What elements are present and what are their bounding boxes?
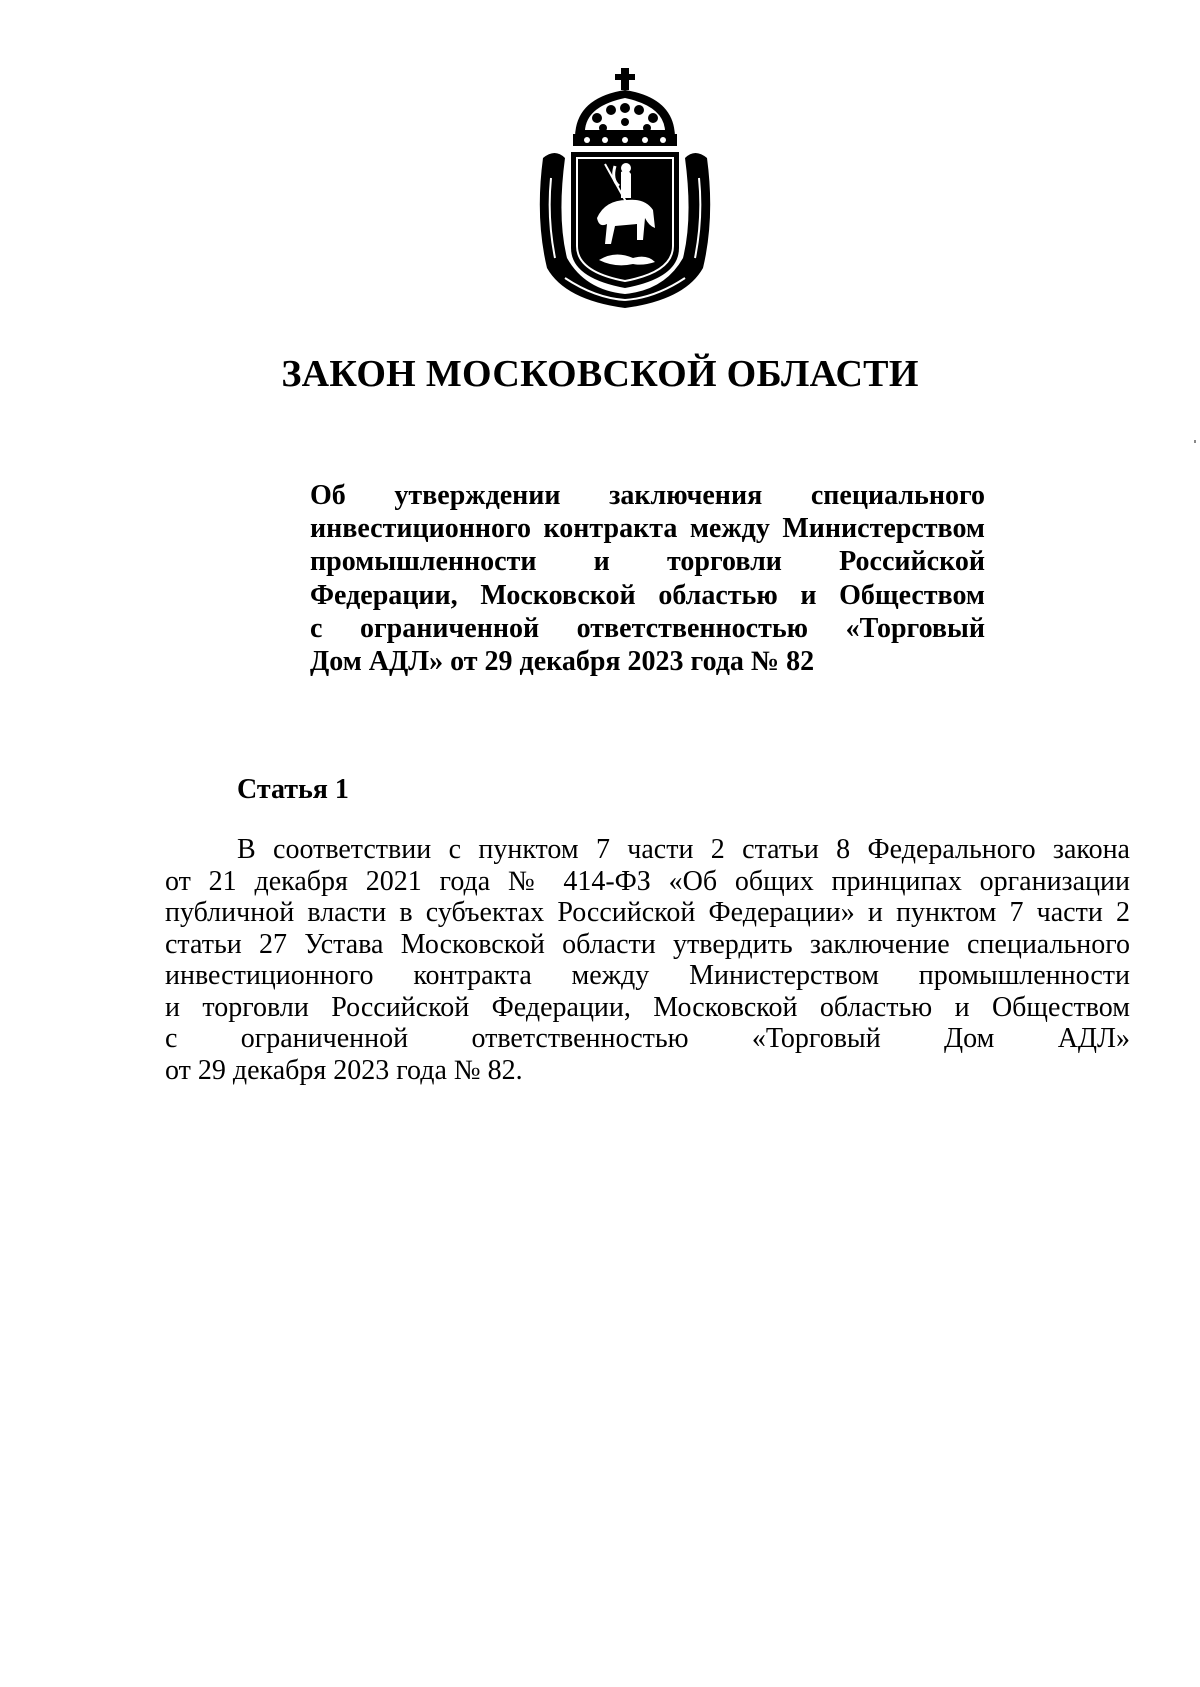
article-line: публичной власти в субъектах Российской Федерации» и пунктом 7 части 2 bbox=[165, 897, 1130, 928]
law-title: ЗАКОН МОСКОВСКОЙ ОБЛАСТИ bbox=[281, 353, 919, 395]
law-subject bbox=[310, 479, 985, 678]
subject-line: промышленности и торговли Российской bbox=[310, 546, 985, 578]
article-heading: Статья 1 bbox=[237, 774, 349, 805]
subject-line: инвестиционного контракта между Министерством bbox=[310, 513, 985, 545]
subject-line: Об утверждении заключения специального bbox=[310, 480, 985, 511]
article-line: и торговли Российской Федерации, Московской областью и Обществом bbox=[165, 991, 1130, 1023]
article-line: от 21 декабря 2021 года № 414-ФЗ «Об общих принципах организации bbox=[165, 865, 1130, 897]
coat-of-arms-icon bbox=[535, 68, 715, 308]
article-line: инвестиционного контракта между Министерством промышленности bbox=[165, 960, 1130, 991]
scan-speck bbox=[1194, 440, 1196, 443]
article-line: от 29 декабря 2023 года № 82. bbox=[165, 1054, 523, 1086]
article-body bbox=[165, 834, 1130, 1086]
article-line: с ограниченной ответственностью «Торговый Дом АДЛ» bbox=[165, 1023, 1130, 1054]
subject-line: с ограниченной ответственностью «Торговый bbox=[310, 612, 985, 644]
subject-line: Федерации, Московской областью и Обществом bbox=[310, 579, 985, 611]
article-line: статьи 27 Устава Московской области утвердить заключение специального bbox=[165, 928, 1130, 960]
article-line: В соответствии с пунктом 7 части 2 статьи 8 Федерального закона bbox=[237, 834, 1130, 865]
subject-line: Дом АДЛ» от 29 декабря 2023 года № 82 bbox=[310, 646, 815, 678]
